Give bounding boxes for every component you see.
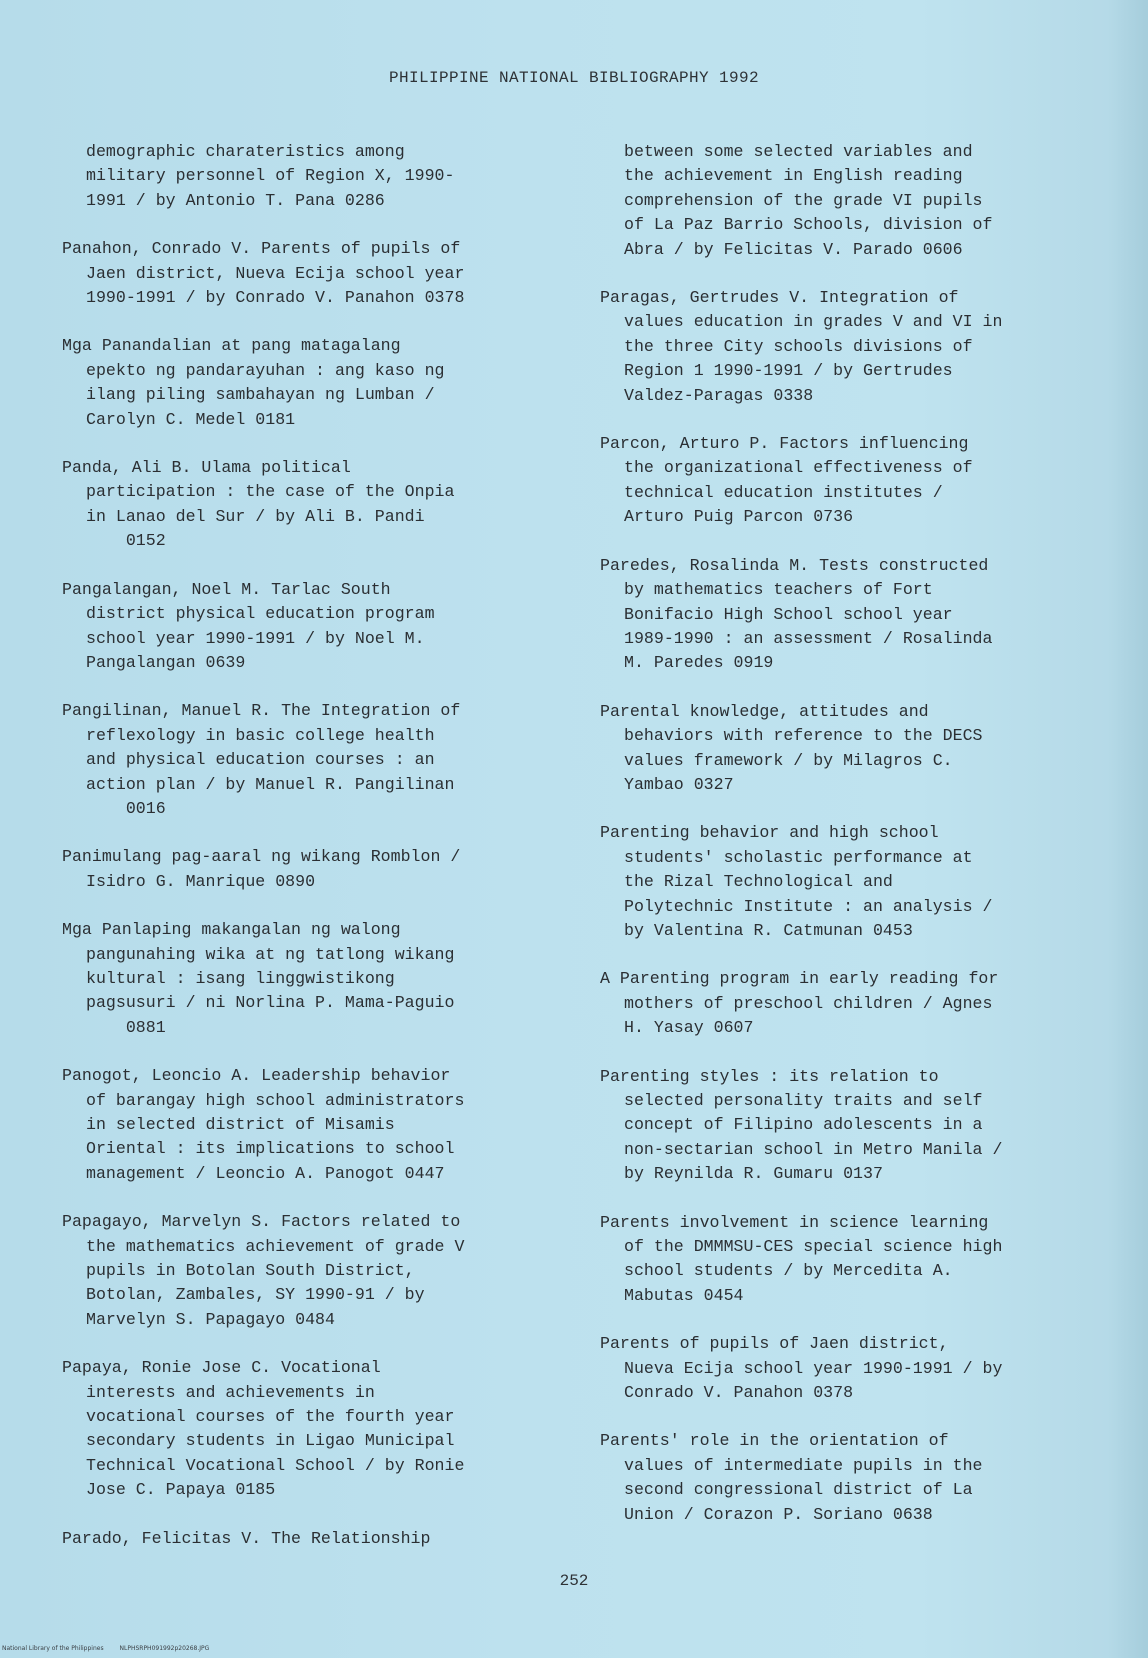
bib-entry: Papaya, Ronie Jose C. Vocational interests and achievements in vocational courses of the fourth year secondary students in Ligao Municipal Technical Vocational School / by Ronie Jose C. Papaya 0185 xyxy=(62,1358,465,1500)
bib-entry: Panahon, Conrado V. Parents of pupils of Jaen district, Nueva Ecija school year 1990-1991 / by Conrado V. Panahon 0378 xyxy=(62,239,465,308)
bib-entry: Parcon, Arturo P. Factors influencing the organizational effectiveness of technical education institutes / Arturo Puig Parcon 0736 xyxy=(600,434,973,527)
bib-entry: Mga Panlaping makangalan ng walong pangunahing wika at ng tatlong wikang kultural : isang linggwistikong pagsusuri / ni Norlina P. Mama-Paguio 0881 xyxy=(62,920,455,1037)
bib-entry: A Parenting program in early reading for mothers of preschool children / Agnes H. Yasay 0607 xyxy=(600,969,999,1038)
bib-entry: Parents of pupils of Jaen district, Nueva Ecija school year 1990-1991 / by Conrado V. Panahon 0378 xyxy=(600,1334,1003,1403)
bib-entry: Parental knowledge, attitudes and behaviors with reference to the DECS values framework / by Milagros C. Yambao 0327 xyxy=(600,701,983,794)
bib-entry: Parenting styles : its relation to selected personality traits and self concept of Filipino adolescents in a non-sectarian school in Metro Manila / by Reynilda R. Gumaru 0137 xyxy=(600,1066,1003,1184)
bib-entry: Parents involvement in science learning of the DMMMSU-CES special science high school students / by Mercedita A. Mabutas 0454 xyxy=(600,1212,1003,1305)
footer-library: National Library of the Philippines xyxy=(2,1645,104,1652)
page-edge-shadow xyxy=(1108,0,1148,1658)
bib-entry: Papagayo, Marvelyn S. Factors related to the mathematics achievement of grade V pupils in Botolan South District, Botolan, Zambales, SY 1990-91 / by Marvelyn S. Papagayo 0484 xyxy=(62,1212,465,1329)
bib-entry: Paredes, Rosalinda M. Tests constructed by mathematics teachers of Fort Bonifacio High School school year 1989-1990 : an assessment / Rosalinda M. Paredes 0919 xyxy=(600,555,993,673)
page-number: 252 xyxy=(559,1572,589,1590)
bib-entry-continuation: between some selected variables and the achievement in English reading comprehension of the grade VI pupils of La Paz Barrio Schools, division of Abra / by Felicitas V. Parado 0606 xyxy=(624,142,993,259)
bib-entry: Paragas, Gertrudes V. Integration of values education in grades V and VI in the three City schools divisions of Region 1 1990-1991 / by Gertrudes Valdez-Paragas 0338 xyxy=(600,288,1003,405)
bib-entry: Parenting behavior and high school students' scholastic performance at the Rizal Technological and Polytechnic Institute : an analysis / by Valentina R. Catmunan 0453 xyxy=(600,823,993,940)
bib-entry: Panda, Ali B. Ulama political participation : the case of the Onpia in Lanao del Sur / by Ali B. Pandi 0152 xyxy=(62,458,455,551)
running-head: PHILIPPINE NATIONAL BIBLIOGRAPHY 1992 xyxy=(388,69,760,87)
right-column xyxy=(600,140,1110,1551)
footer-file: NLPHSRPH091992p20268.JPG xyxy=(119,1645,210,1652)
bib-entry: Pangilinan, Manuel R. The Integration of reflexology in basic college health and physical education courses : an action plan / by Manuel R. Pangilinan 0016 xyxy=(62,701,461,818)
scan-footer xyxy=(2,1645,223,1652)
bib-entry: Parado, Felicitas V. The Relationship xyxy=(62,1528,431,1548)
left-column xyxy=(62,140,582,1575)
bib-entry: Panimulang pag-aaral ng wikang Romblon / Isidro G. Manrique 0890 xyxy=(62,847,461,891)
bib-entry: Pangalangan, Noel M. Tarlac South district physical education program school year 1990-1991 / by Noel M. Pangalangan 0639 xyxy=(62,579,435,672)
bib-entry: Parents' role in the orientation of values of intermediate pupils in the second congressional district of La Union / Corazon P. Soriano 0638 xyxy=(600,1431,983,1524)
bib-entry: Mga Panandalian at pang matagalang epekto ng pandarayuhan : ang kaso ng ilang piling sambahayan ng Lumban / Carolyn C. Medel 0181 xyxy=(62,336,445,429)
bib-entry-continuation: demographic charateristics among military personnel of Region X, 1990- 1991 / by Antonio T. Pana 0286 xyxy=(86,142,455,210)
bib-entry: Panogot, Leoncio A. Leadership behavior of barangay high school administrators in selected district of Misamis Oriental : its implications to school management / Leoncio A. Panogot 0447 xyxy=(62,1066,465,1183)
